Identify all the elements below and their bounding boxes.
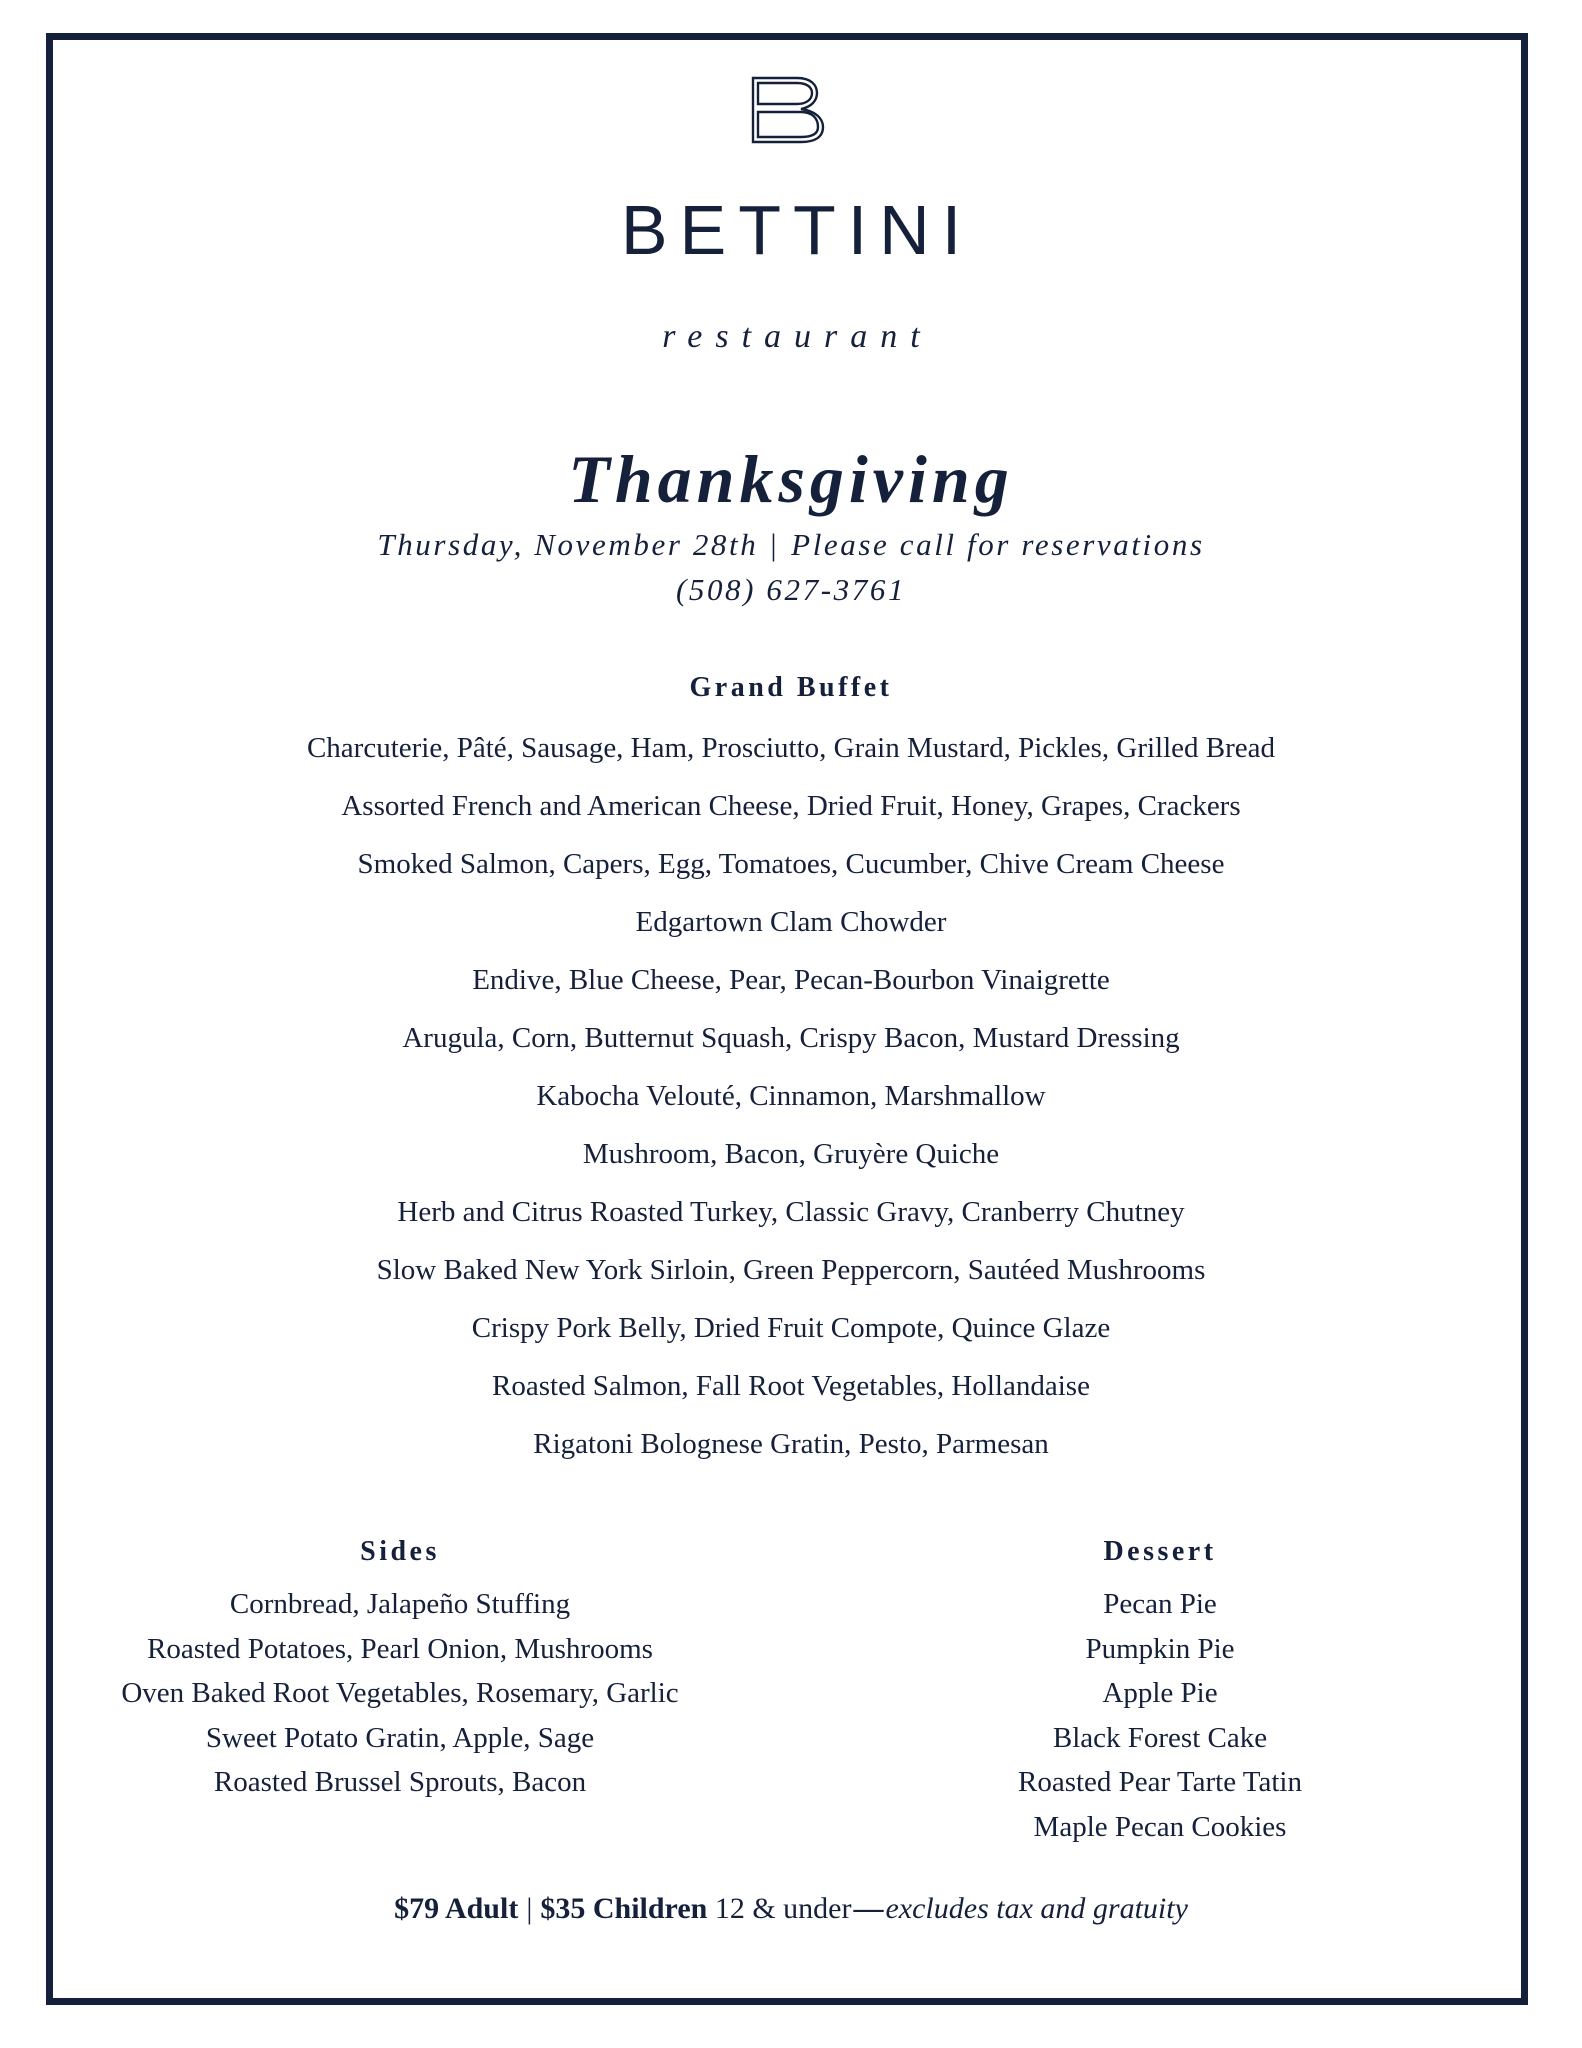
buffet-item: Roasted Salmon, Fall Root Vegetables, Hollandaise: [492, 1370, 1090, 1402]
tax-disclaimer: excludes tax and gratuity: [885, 1892, 1188, 1925]
buffet-item: Arugula, Corn, Butternut Squash, Crispy Bacon, Mustard Dressing: [402, 1022, 1180, 1054]
children-price: $35 Children: [540, 1892, 708, 1925]
sides-section: [60, 1536, 740, 1805]
side-item: Cornbread, Jalapeño Stuffing: [229, 1588, 571, 1620]
buffet-list: [0, 726, 1582, 1480]
separator-bar: |: [770, 527, 780, 562]
side-item: Sweet Potato Gratin, Apple, Sage: [205, 1721, 595, 1754]
sides-list: [60, 1582, 740, 1805]
dessert-item: Pecan Pie: [1103, 1588, 1217, 1620]
buffet-item: Rigatoni Bolognese Gratin, Pesto, Parmesan: [533, 1428, 1049, 1460]
buffet-item: Edgartown Clam Chowder: [635, 906, 947, 938]
dessert-list: [900, 1582, 1420, 1849]
dessert-item: Maple Pecan Cookies: [1033, 1810, 1287, 1843]
side-item: Oven Baked Root Vegetables, Rosemary, Garlic: [121, 1677, 679, 1709]
price-separator: |: [526, 1892, 533, 1925]
b-monogram-logo: [751, 76, 825, 144]
menu-title: Thanksgiving: [568, 441, 1014, 517]
brand-name: BETTINI: [620, 191, 974, 269]
children-age-note: 12 & under: [714, 1892, 852, 1925]
dessert-item: Apple Pie: [1102, 1677, 1218, 1709]
dessert-item: Roasted Pear Tarte Tatin: [1018, 1766, 1302, 1798]
dessert-item: Black Forest Cake: [1052, 1721, 1268, 1754]
sides-heading: Sides: [360, 1536, 440, 1567]
dessert-heading: Dessert: [1103, 1536, 1217, 1567]
event-info-line: [0, 527, 1582, 563]
buffet-item: Slow Baked New York Sirloin, Green Peppercorn, Sautéed Mushrooms: [376, 1254, 1206, 1286]
buffet-item: Kabocha Velouté, Cinnamon, Marshmallow: [536, 1080, 1046, 1112]
dessert-item: Pumpkin Pie: [1085, 1632, 1235, 1665]
pricing-line: [0, 1892, 1582, 1926]
reservation-note: Please call for reservations: [791, 527, 1205, 562]
side-item: Roasted Brussel Sprouts, Bacon: [213, 1766, 587, 1798]
side-item: Roasted Potatoes, Pearl Onion, Mushrooms: [147, 1632, 653, 1665]
buffet-item: Herb and Citrus Roasted Turkey, Classic Gravy, Cranberry Chutney: [397, 1196, 1185, 1228]
buffet-item: Assorted French and American Cheese, Dried Fruit, Honey, Grapes, Crackers: [341, 790, 1241, 822]
price-dash: —: [853, 1892, 884, 1925]
buffet-item: Mushroom, Bacon, Gruyère Quiche: [582, 1138, 1000, 1170]
dessert-section: [900, 1536, 1420, 1849]
buffet-item: Smoked Salmon, Capers, Egg, Tomatoes, Cucumber, Chive Cream Cheese: [357, 848, 1225, 880]
event-date: Thursday, November 28th: [377, 527, 759, 562]
buffet-item: Crispy Pork Belly, Dried Fruit Compote, Quince Glaze: [471, 1312, 1111, 1344]
buffet-item: Charcuterie, Pâté, Sausage, Ham, Prosciutto, Grain Mustard, Pickles, Grilled Bread: [306, 732, 1276, 764]
phone-number: (508) 627-3761: [675, 572, 907, 607]
buffet-heading: Grand Buffet: [689, 672, 893, 703]
brand-subtitle: restaurant: [662, 318, 933, 355]
adult-price: $79 Adult: [394, 1892, 519, 1925]
buffet-item: Endive, Blue Cheese, Pear, Pecan-Bourbon Vinaigrette: [472, 964, 1110, 996]
